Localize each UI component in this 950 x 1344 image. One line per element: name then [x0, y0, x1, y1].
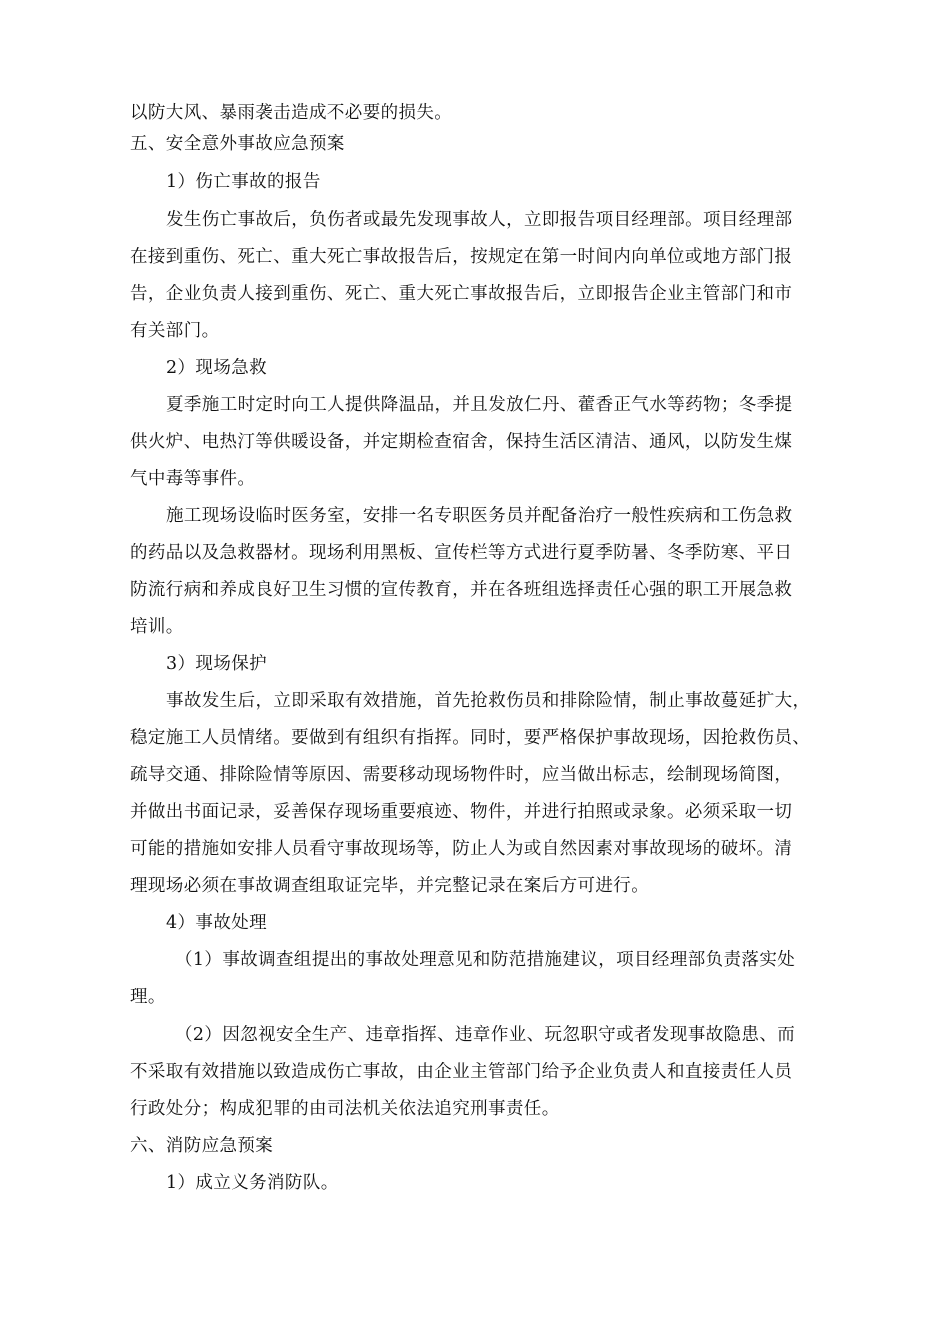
text-line: 可能的措施如安排人员看守事故现场等，防止人为或自然因素对事故现场的破坏。清	[130, 839, 793, 859]
text-line: 施工现场设临时医务室，安排一名专职医务员并配备治疗一般性疾病和工伤急救	[166, 506, 793, 526]
text-line: 不采取有效措施以致造成伤亡事故，由企业主管部门给予企业负责人和直接责任人员	[130, 1062, 793, 1082]
text-line: 以防大风、暴雨袭击造成不必要的损失。	[130, 103, 453, 123]
section-heading: 五、安全意外事故应急预案	[130, 134, 345, 154]
text-line: 供火炉、电热汀等供暖设备，并定期检查宿舍，保持生活区清洁、通风，以防发生煤	[130, 432, 793, 452]
text-line: 事故发生后，立即采取有效措施，首先抢救伤员和排除险情，制止事故蔓延扩大，	[166, 691, 811, 711]
text-line: 夏季施工时定时向工人提供降温品，并且发放仁丹、藿香正气水等药物；冬季提	[166, 395, 793, 415]
text-line: 防流行病和养成良好卫生习惯的宣传教育，并在各班组选择责任心强的职工开展急救	[130, 580, 793, 600]
text-line: 有关部门。	[130, 321, 220, 341]
text-line: 并做出书面记录，妥善保存现场重要痕迹、物件，并进行拍照或录象。必须采取一切	[130, 802, 793, 822]
text-line: 气中毒等事件。	[130, 469, 256, 489]
text-line: 的药品以及急救器材。现场利用黑板、宣传栏等方式进行夏季防暑、冬季防寒、平日	[130, 543, 793, 563]
text-line: 理。	[130, 987, 166, 1007]
text-line: （2）因忽视安全生产、违章指挥、违章作业、玩忽职守或者发现事故隐患、而	[175, 1025, 796, 1045]
text-line: 行政处分；构成犯罪的由司法机关依法追究刑事责任。	[130, 1099, 560, 1119]
text-line: 发生伤亡事故后，负伤者或最先发现事故人，立即报告项目经理部。项目经理部	[166, 210, 793, 230]
text-line: （1）事故调查组提出的事故处理意见和防范措施建议，项目经理部负责落实处	[175, 950, 796, 970]
text-line: 理现场必须在事故调查组取证完毕，并完整记录在案后方可进行。	[130, 876, 650, 896]
subsection-heading: 3）现场保护	[166, 654, 268, 674]
section-heading: 六、消防应急预案	[130, 1136, 274, 1156]
text-line: 培训。	[130, 617, 184, 637]
text-line: 告，企业负责人接到重伤、死亡、重大死亡事故报告后，立即报告企业主管部门和市	[130, 284, 793, 304]
text-line: 稳定施工人员情绪。要做到有组织有指挥。同时，要严格保护事故现场，因抢救伤员、	[130, 728, 811, 748]
subsection-heading: 1）伤亡事故的报告	[166, 172, 321, 192]
text-line: 在接到重伤、死亡、重大死亡事故报告后，按规定在第一时间内向单位或地方部门报	[130, 247, 793, 267]
subsection-heading: 1）成立义务消防队。	[166, 1173, 339, 1193]
subsection-heading: 4）事故处理	[166, 913, 268, 933]
text-line: 疏导交通、排除险情等原因、需要移动现场物件时，应当做出标志，绘制现场简图，	[130, 765, 793, 785]
subsection-heading: 2）现场急救	[166, 358, 268, 378]
